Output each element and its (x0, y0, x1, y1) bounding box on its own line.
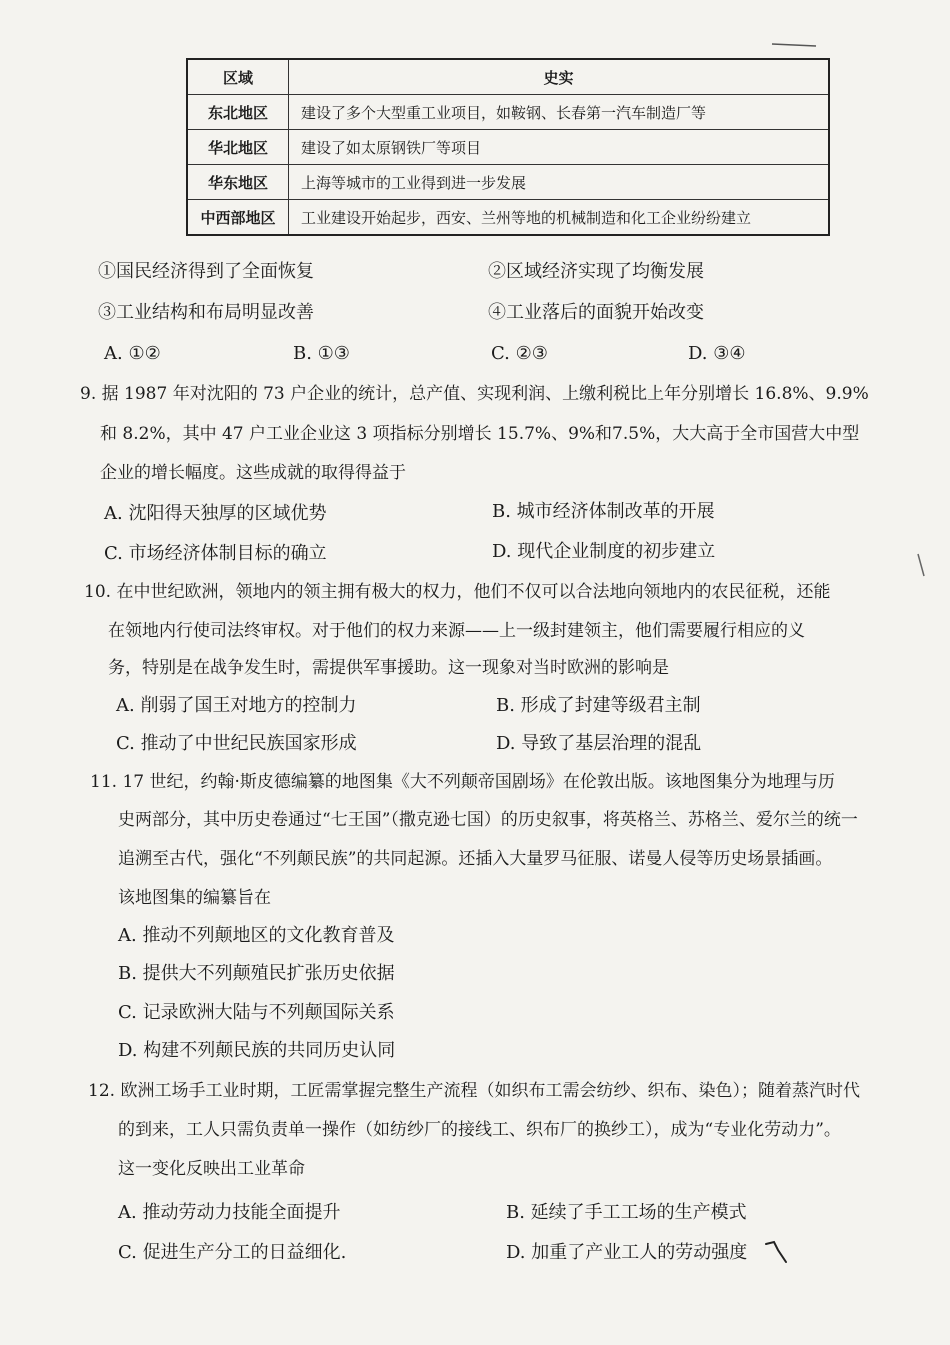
q9-option-b[interactable]: B. 城市经济体制改革的开展 (492, 501, 715, 522)
q9-option-a[interactable]: A. 沈阳得天独厚的区域优势 (104, 503, 327, 524)
q12-option-a[interactable]: A. 推动劳动力技能全面提升 (118, 1202, 341, 1223)
history-facts-table (186, 58, 830, 236)
q12-option-b[interactable]: B. 延续了手工工场的生产模式 (506, 1202, 747, 1223)
q9-stem-line-3: 企业的增长幅度。这些成就的取得得益于 (100, 463, 406, 483)
table-cell-region: 东北地区 (187, 95, 289, 130)
q8-option-b[interactable]: B. ①③ (293, 343, 350, 364)
q12-stem-line-1: 12. 欧洲工场手工业时期，工匠需掌握完整生产流程（如织布工需会纺纱、织布、染色）；随着蒸汽时代 (88, 1081, 860, 1101)
table-cell-region: 中西部地区 (187, 200, 289, 236)
q8-statement-4: ④工业落后的面貌开始改变 (488, 302, 704, 323)
table-row (187, 200, 829, 236)
q9-option-c[interactable]: C. 市场经济体制目标的确立 (104, 543, 327, 564)
q11-option-b[interactable]: B. 提供大不列颠殖民扩张历史依据 (118, 963, 395, 984)
q12-option-c[interactable]: C. 促进生产分工的日益细化. (118, 1242, 347, 1263)
q8-statement-1: ①国民经济得到了全面恢复 (98, 261, 314, 282)
q10-option-c[interactable]: C. 推动了中世纪民族国家形成 (116, 733, 357, 754)
q12-option-d[interactable]: D. 加重了产业工人的劳动强度 (506, 1242, 748, 1263)
table-header-region: 区域 (187, 59, 289, 95)
q8-option-a[interactable]: A. ①② (104, 343, 161, 364)
pencil-mark-icon (762, 1236, 792, 1266)
q8-statement-3: ③工业结构和布局明显改善 (98, 302, 314, 323)
table-cell-fact: 建设了多个大型重工业项目，如鞍钢、长春第一汽车制造厂等 (289, 95, 830, 130)
q10-option-a[interactable]: A. 削弱了国王对地方的控制力 (116, 695, 357, 716)
q11-option-c[interactable]: C. 记录欧洲大陆与不列颠国际关系 (118, 1002, 395, 1023)
scan-mark-icon (912, 550, 932, 580)
q11-option-a[interactable]: A. 推动不列颠地区的文化教育普及 (118, 925, 395, 946)
q10-stem-line-1: 10. 在中世纪欧洲，领地内的领主拥有极大的权力，他们不仅可以合法地向领地内的农民征税，还能 (84, 582, 831, 602)
table-cell-region: 华北地区 (187, 130, 289, 165)
q10-option-b[interactable]: B. 形成了封建等级君主制 (496, 695, 701, 716)
q11-stem-line-2: 史两部分，其中历史卷通过“七王国”（撒克逊七国）的历史叙事，将英格兰、苏格兰、爱尔兰的统一 (118, 810, 858, 830)
q9-stem-line-1: 9. 据 1987 年对沈阳的 73 户企业的统计，总产值、实现利润、上缴利税比上年分别增长 16.8%、9.9% (80, 384, 869, 404)
q12-stem-line-3: 这一变化反映出工业革命 (118, 1159, 305, 1179)
table-cell-fact: 建设了如太原钢铁厂等项目 (289, 130, 830, 165)
table-cell-fact: 工业建设开始起步，西安、兰州等地的机械制造和化工企业纷纷建立 (289, 200, 830, 236)
q8-option-d[interactable]: D. ③④ (688, 343, 746, 364)
q8-option-c[interactable]: C. ②③ (491, 343, 548, 364)
table-cell-region: 华东地区 (187, 165, 289, 200)
q10-stem-line-3: 务，特别是在战争发生时，需提供军事援助。这一现象对当时欧洲的影响是 (108, 658, 669, 678)
q9-option-d[interactable]: D. 现代企业制度的初步建立 (492, 541, 716, 562)
q10-stem-line-2: 在领地内行使司法终审权。对于他们的权力来源——上一级封建领主，他们需要履行相应的义 (108, 621, 805, 641)
q12-stem-line-2: 的到来，工人只需负责单一操作（如纺纱厂的接线工、织布厂的换纱工），成为“专业化劳动力”。 (118, 1120, 841, 1140)
q10-option-d[interactable]: D. 导致了基层治理的混乱 (496, 733, 702, 754)
table-row (187, 95, 829, 130)
scan-mark-icon (770, 38, 820, 50)
q11-stem-line-4: 该地图集的编纂旨在 (118, 888, 271, 908)
q11-stem-line-3: 追溯至古代，强化“不列颠民族”的共同起源。还插入大量罗马征服、诺曼人侵等历史场景插画。 (118, 849, 833, 869)
q8-statement-2: ②区域经济实现了均衡发展 (488, 261, 704, 282)
table-row (187, 130, 829, 165)
q11-option-d[interactable]: D. 构建不列颠民族的共同历史认同 (118, 1040, 396, 1061)
q11-stem-line-1: 11. 17 世纪，约翰·斯皮德编纂的地图集《大不列颠帝国剧场》在伦敦出版。该地图集分为地理与历 (90, 772, 835, 792)
q9-stem-line-2: 和 8.2%，其中 47 户工业企业这 3 项指标分别增长 15.7%、9%和7.5%，大大高于全市国营大中型 (100, 424, 860, 444)
table-row (187, 165, 829, 200)
table-cell-fact: 上海等城市的工业得到进一步发展 (289, 165, 830, 200)
table-header-fact: 史实 (289, 59, 830, 95)
table-header-row (187, 59, 829, 95)
